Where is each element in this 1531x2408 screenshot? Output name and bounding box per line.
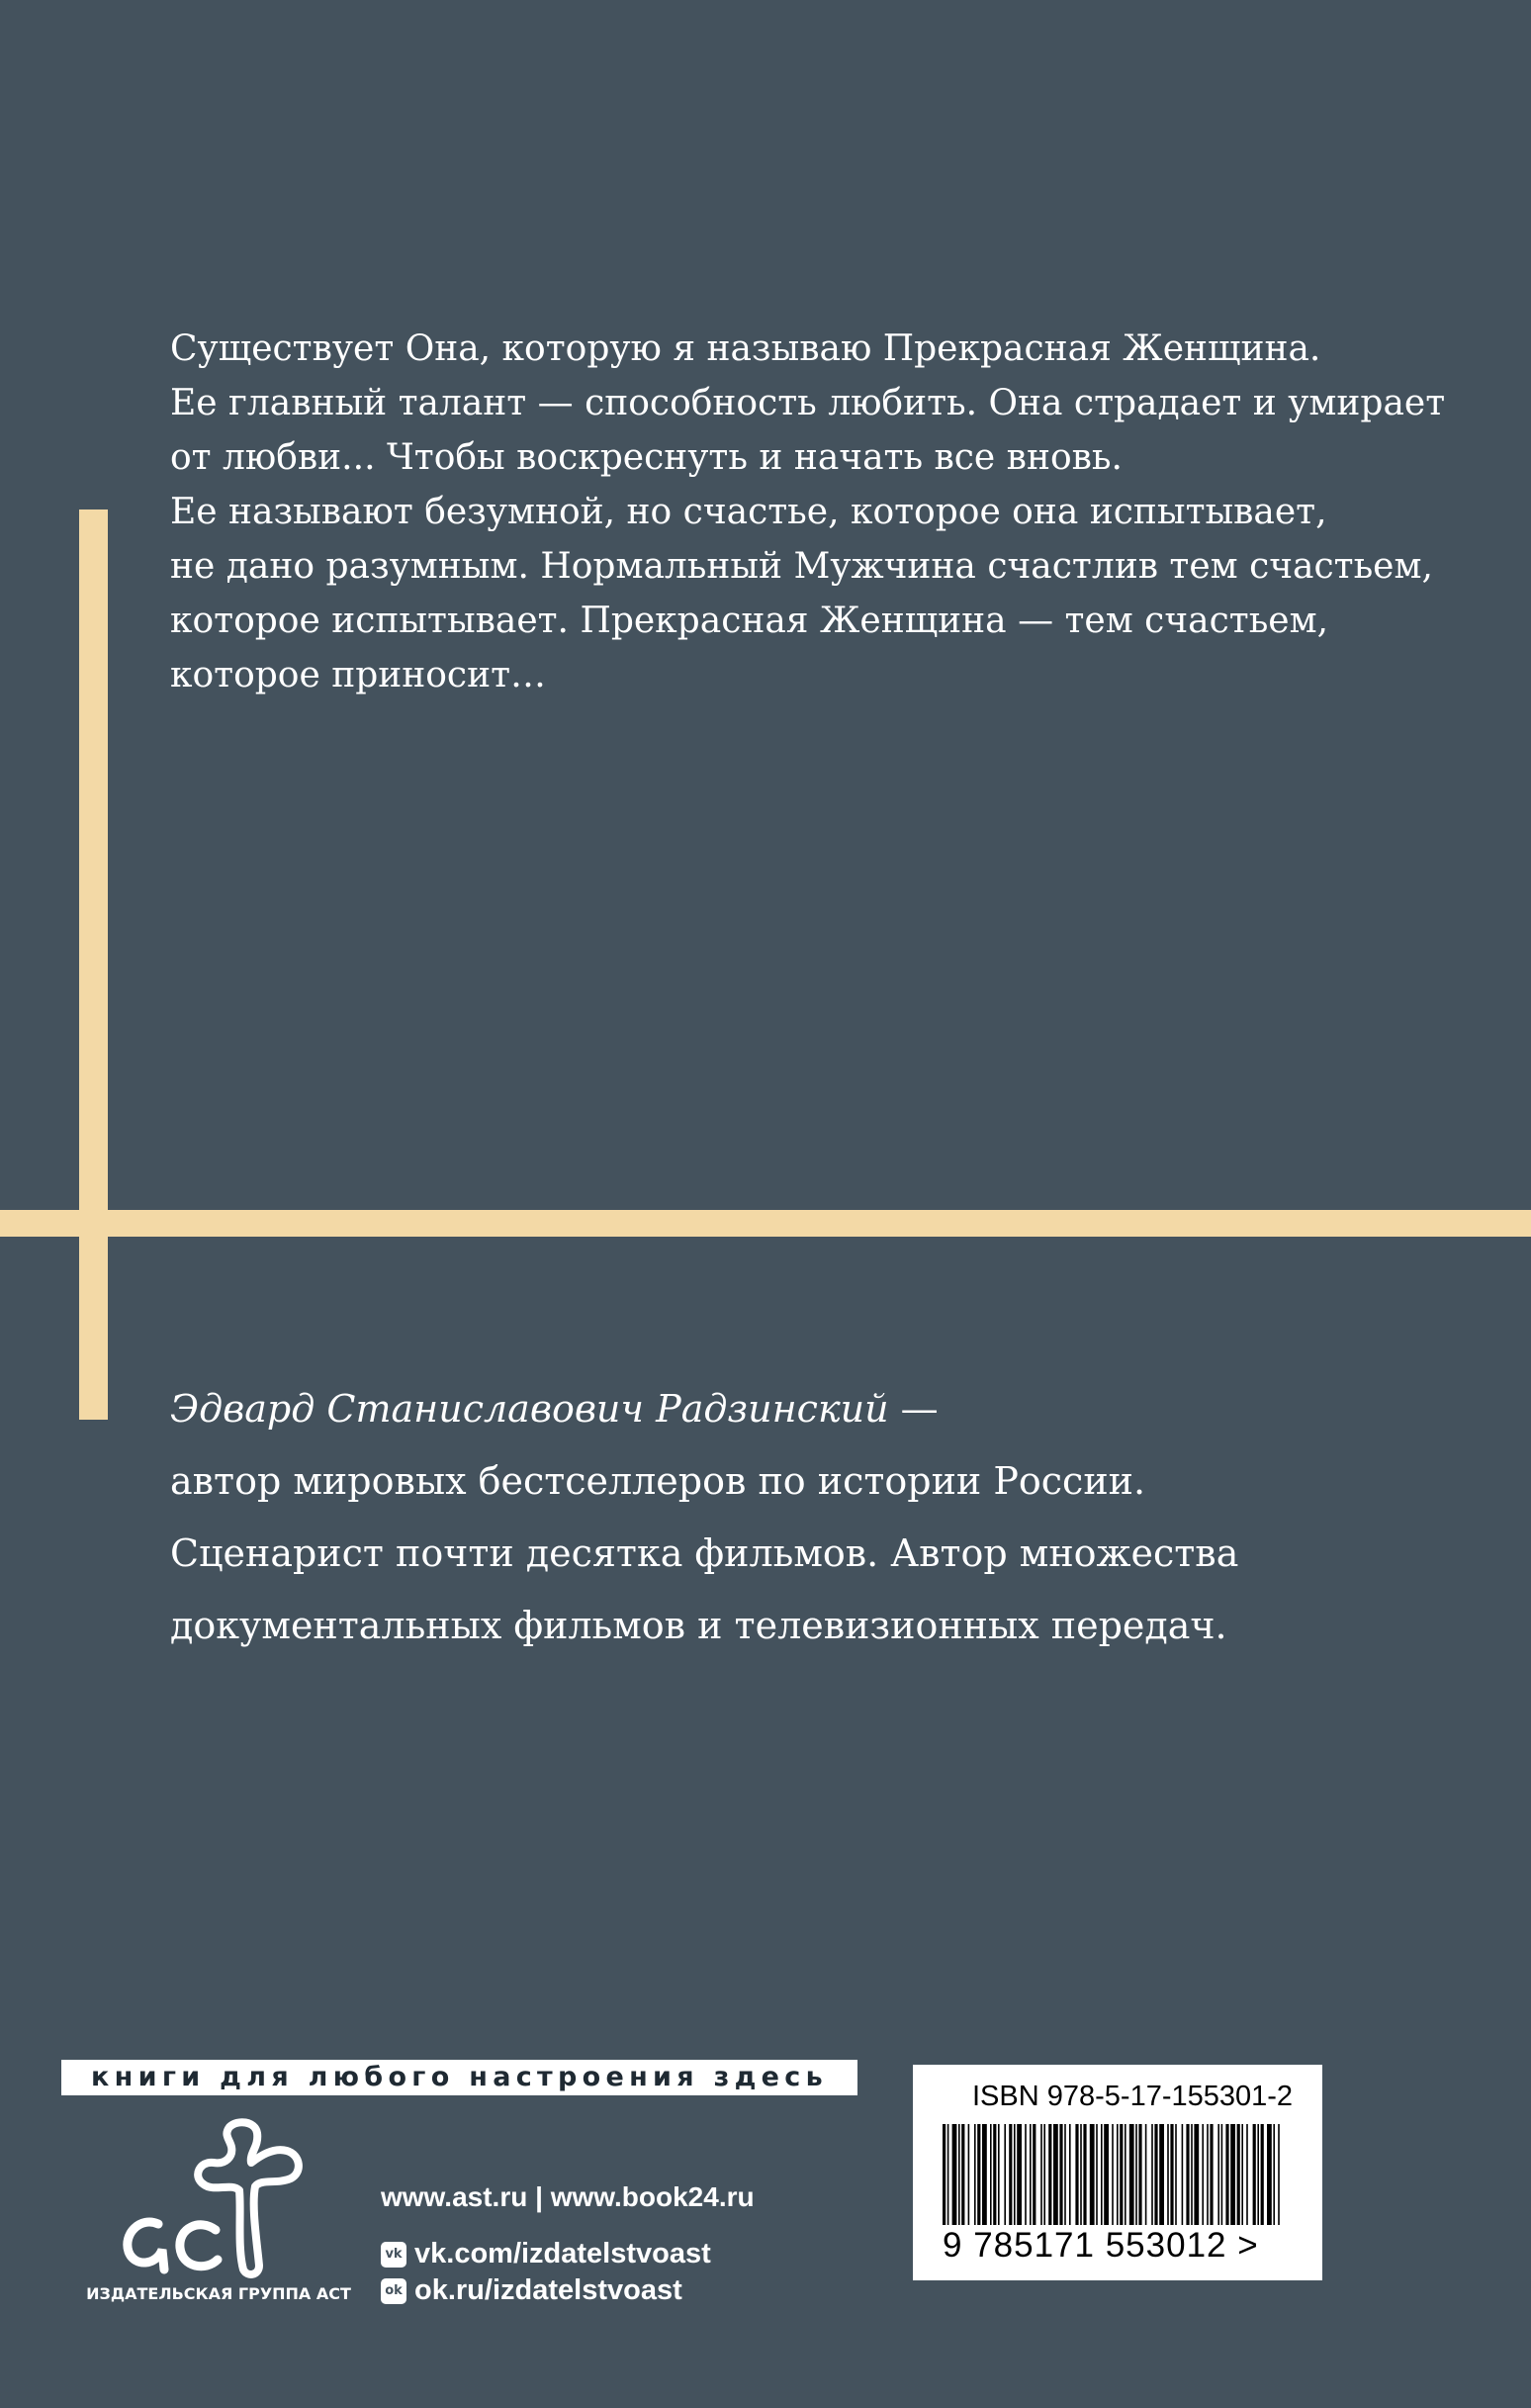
book-blurb (170, 322, 1456, 702)
vk-handle: izdatelstvoast (521, 2238, 711, 2269)
barcode-bar (1175, 2124, 1177, 2225)
barcode-bar (1030, 2124, 1032, 2225)
blurb-line: Существует Она, которую я называю Прекрасная Женщина. (170, 328, 1321, 369)
barcode-bar (1257, 2124, 1259, 2225)
barcode-bar (1159, 2124, 1164, 2225)
barcode-bar (977, 2124, 980, 2225)
barcode-bar (1182, 2124, 1184, 2225)
barcode-bar (943, 2124, 946, 2225)
ok-handle: izdatelstvoast (492, 2274, 682, 2306)
barcode-bar (1053, 2124, 1058, 2225)
barcode-bar (1112, 2124, 1114, 2225)
barcode-bar (1138, 2124, 1141, 2225)
barcode-bar (1083, 2124, 1086, 2225)
barcode-bar (1217, 2124, 1219, 2225)
barcode-bar (1241, 2124, 1243, 2225)
barcode-bar (1101, 2124, 1103, 2225)
author-name-line (170, 1373, 1456, 1445)
barcode-bar (1090, 2124, 1095, 2225)
horizontal-accent-bar (0, 1210, 1531, 1237)
author-bio (170, 1373, 1456, 1662)
publisher-links (381, 2181, 755, 2307)
barcode-bar (1048, 2124, 1051, 2225)
ok-prefix: ok.ru/ (414, 2274, 493, 2306)
barcode-bar (1151, 2124, 1153, 2225)
barcode-bar (998, 2124, 1000, 2225)
barcode-bar (1273, 2124, 1275, 2225)
barcode-bar (1009, 2124, 1012, 2225)
barcode-bar (1191, 2124, 1193, 2225)
barcode-bar (1014, 2124, 1016, 2225)
barcode-bar (990, 2124, 992, 2225)
barcode-bar (961, 2124, 964, 2225)
barcode-bar (968, 2124, 970, 2225)
publisher-slogan: книги для любого настроения здесь (61, 2060, 857, 2095)
barcode-bar (1202, 2124, 1204, 2225)
barcode-bar (1278, 2124, 1280, 2225)
barcode-bar (1075, 2124, 1078, 2225)
author-name: Эдвард Станиславович Радзинский (170, 1387, 889, 1431)
barcode-bar (1145, 2124, 1147, 2225)
blurb-line: Ее называют безумной, но счастье, которое она испытывает, (170, 492, 1327, 532)
barcode-bar (958, 2124, 960, 2225)
barcode-bar (1230, 2124, 1235, 2225)
author-dash: — (888, 1387, 939, 1431)
barcode-bar (1135, 2124, 1137, 2225)
barcode-bar (1117, 2124, 1119, 2225)
barcode-bar (1186, 2124, 1189, 2225)
barcode-bar (1210, 2124, 1213, 2225)
barcode-bar (1170, 2124, 1173, 2225)
barcode-bar (1104, 2124, 1109, 2225)
barcode-bar (1069, 2124, 1071, 2225)
barcode-bar (1267, 2124, 1272, 2225)
ast-logo (111, 2117, 328, 2285)
website-links[interactable]: www.ast.ru | www.book24.ru (381, 2181, 755, 2212)
barcode-bar (1237, 2124, 1240, 2225)
barcode-bar (1221, 2124, 1223, 2225)
barcode-bars (943, 2124, 1295, 2233)
vk-icon: vk (381, 2242, 406, 2268)
barcode-bar (1025, 2124, 1027, 2225)
barcode-bar (1167, 2124, 1169, 2225)
barcode-bar (947, 2124, 949, 2225)
barcode-bar (1154, 2124, 1157, 2225)
isbn-label: ISBN 978-5-17-155301-2 (972, 2081, 1294, 2112)
author-bio-line: документальных фильмов и телевизионных передач. (170, 1604, 1227, 1647)
barcode-bar (1040, 2124, 1042, 2225)
barcode-bar (1096, 2124, 1098, 2225)
barcode-digits: 9 785171 553012 > (943, 2226, 1259, 2265)
barcode-bar (1017, 2124, 1022, 2225)
barcode-bar (1246, 2124, 1248, 2225)
ok-link[interactable] (381, 2274, 755, 2307)
barcode-bar (1033, 2124, 1036, 2225)
ok-icon: ok (381, 2278, 406, 2304)
author-bio-line: автор мировых бестселлеров по истории России. (170, 1459, 1146, 1503)
barcode-bar (1004, 2124, 1006, 2225)
barcode-bar (1059, 2124, 1062, 2225)
barcode-bar (1043, 2124, 1045, 2225)
blurb-line: не дано разумным. Нормальный Мужчина счастлив тем счастьем, (170, 546, 1433, 587)
barcode-bar (1120, 2124, 1123, 2225)
publisher-group-name: ИЗДАТЕЛЬСКАЯ ГРУППА АСТ (86, 2284, 351, 2303)
barcode-bar (952, 2124, 957, 2225)
barcode-bar (982, 2124, 987, 2225)
author-bio-line: Сценарист почти десятка фильмов. Автор множества (170, 1531, 1239, 1575)
barcode-bar (1261, 2124, 1264, 2225)
barcode-bar (1064, 2124, 1066, 2225)
blurb-line: которое приносит… (170, 655, 547, 695)
barcode-bar (1207, 2124, 1209, 2225)
logo-text: аст (111, 2117, 113, 2118)
barcode-bar (1253, 2124, 1256, 2225)
blurb-line: от любви... Чтобы воскреснуть и начать все вновь. (170, 437, 1123, 478)
barcode-bar (1125, 2124, 1126, 2225)
barcode-bar (1080, 2124, 1082, 2225)
barcode-panel (913, 2065, 1322, 2280)
vk-link[interactable] (381, 2238, 755, 2270)
barcode-bar (1194, 2124, 1199, 2225)
blurb-line: Ее главный талант — способность любить. Она страдает и умирает (170, 383, 1446, 423)
vk-prefix: vk.com/ (414, 2238, 521, 2269)
barcode-bar (993, 2124, 996, 2225)
barcode-bar (1225, 2124, 1228, 2225)
vertical-accent-bar (79, 509, 108, 1420)
blurb-line: которое испытывает. Прекрасная Женщина — тем счастьем, (170, 601, 1329, 641)
barcode-bar (974, 2124, 976, 2225)
barcode-bar (1129, 2124, 1134, 2225)
